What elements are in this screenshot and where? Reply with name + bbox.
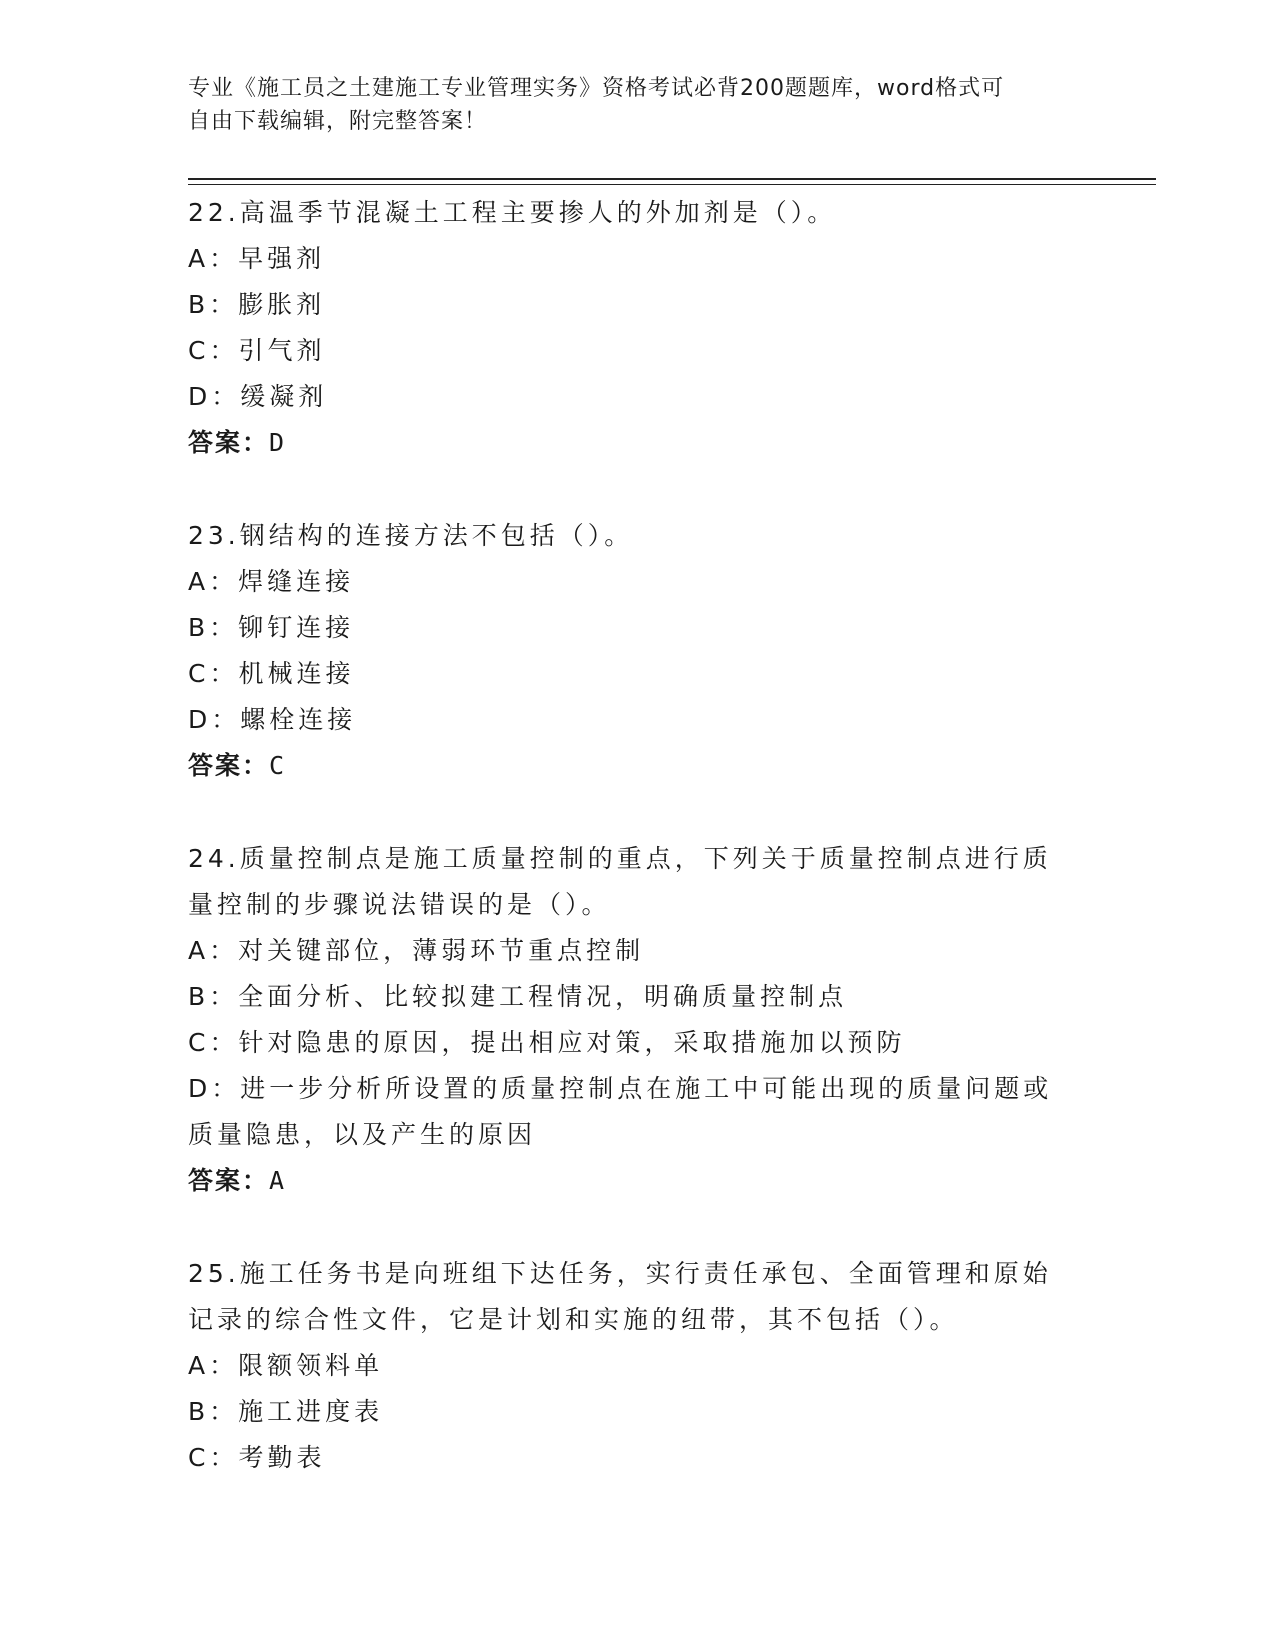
option-b: B：全面分析、比较拟建工程情况，明确质量控制点: [188, 982, 848, 1011]
answer-label: 答案：: [188, 751, 270, 780]
answer-label: 答案：: [188, 428, 270, 457]
option-c: C：考勤表: [188, 1443, 326, 1472]
question-23: [188, 513, 1088, 789]
option-b: B：膨胀剂: [188, 290, 326, 319]
header-divider-thick: [188, 178, 1156, 180]
option-a: A：对关键部位，薄弱环节重点控制: [188, 936, 645, 965]
question-stem: 24.质量控制点是施工质量控制的重点，下列关于质量控制点进行质量控制的步骤说法错误的是（）。: [188, 844, 1052, 919]
question-24: [188, 836, 1088, 1204]
header-divider-thin: [188, 184, 1156, 185]
option-b: B：铆钉连接: [188, 613, 355, 642]
option-a: A：早强剂: [188, 244, 326, 273]
document-header: [188, 72, 1088, 138]
answer-value: A: [269, 1166, 287, 1195]
question-stem: 22.高温季节混凝土工程主要掺人的外加剂是（）。: [188, 198, 837, 227]
question-list: [188, 190, 1088, 1528]
question-25: [188, 1251, 1088, 1481]
answer-label: 答案：: [188, 1166, 270, 1195]
answer-line: [188, 1158, 1088, 1204]
question-stem: 23.钢结构的连接方法不包括（）。: [188, 521, 634, 550]
header-line-2: 自由下载编辑，附完整答案！: [188, 109, 488, 134]
option-c: C：机械连接: [188, 659, 355, 688]
option-d: D：缓凝剂: [188, 382, 328, 411]
header-line-1: 专业《施工员之土建施工专业管理实务》资格考试必背200题题库，word格式可: [188, 76, 1005, 101]
answer-value: C: [269, 751, 287, 780]
answer-value: D: [269, 428, 287, 457]
option-d: D：进一步分析所设置的质量控制点在施工中可能出现的质量问题或质量隐患，以及产生的原因: [188, 1074, 1053, 1149]
option-c: C：针对隐患的原因，提出相应对策，采取措施加以预防: [188, 1028, 906, 1057]
option-b: B：施工进度表: [188, 1397, 384, 1426]
option-d: D：螺栓连接: [188, 705, 357, 734]
question-22: [188, 190, 1088, 466]
option-c: C：引气剂: [188, 336, 326, 365]
option-a: A：限额领料单: [188, 1351, 384, 1380]
answer-line: [188, 420, 1088, 466]
question-stem: 25.施工任务书是向班组下达任务，实行责任承包、全面管理和原始记录的综合性文件，它是计划和实施的纽带，其不包括（）。: [188, 1259, 1052, 1334]
option-a: A：焊缝连接: [188, 567, 355, 596]
answer-line: [188, 743, 1088, 789]
